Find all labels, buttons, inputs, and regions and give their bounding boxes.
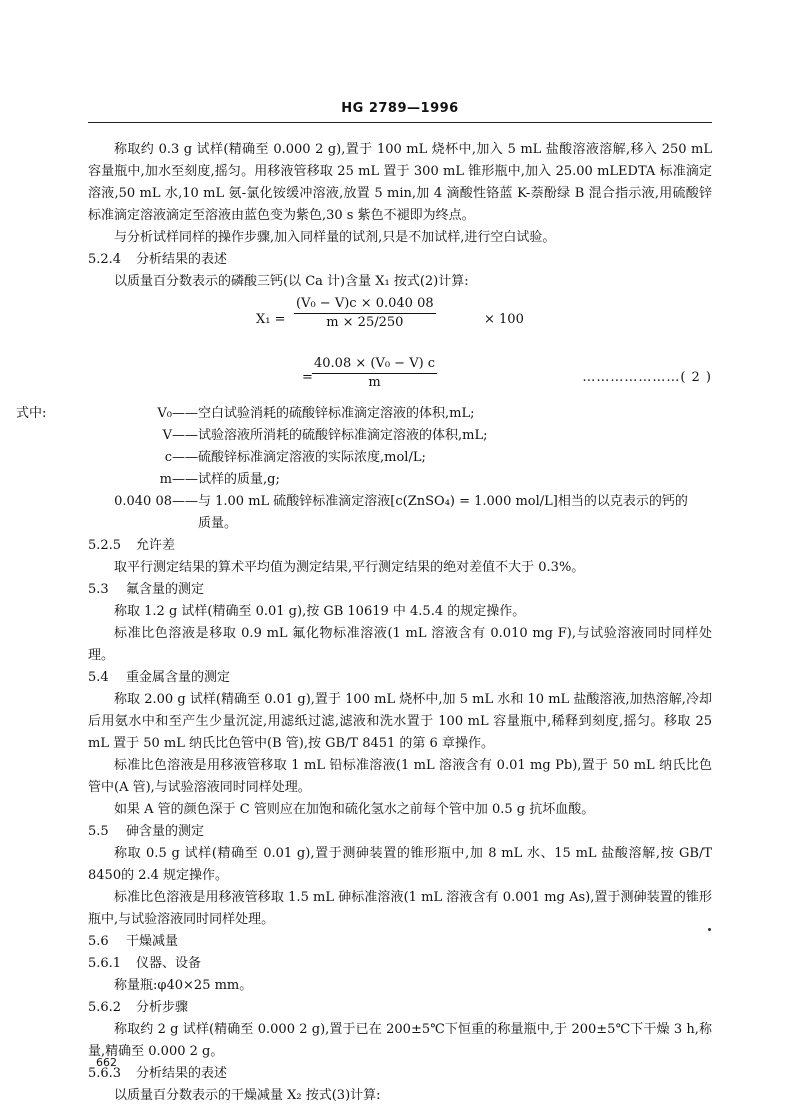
section-number: 5.6 xyxy=(88,934,109,949)
definition-row xyxy=(88,447,712,469)
definition-row xyxy=(88,425,712,447)
section-5-6-3-heading xyxy=(88,1063,712,1085)
equation-number: …………………( 2 ) xyxy=(582,370,712,385)
paragraph-arsenic-1: 称取 0.5 g 试样(精确至 0.01 g),置于测砷装置的锥形瓶中,加 8 mL 水、15 mL 盐酸溶解,按 GB/T 8450的 2.4 规定操作。 xyxy=(88,846,712,883)
section-title: 分析结果的表述 xyxy=(136,1066,228,1081)
section-title: 分析步骤 xyxy=(136,1000,189,1015)
definition-row xyxy=(16,403,712,425)
formula-multiplier: × 100 xyxy=(484,312,524,327)
variable-definitions xyxy=(16,403,712,535)
section-5-4-heading xyxy=(88,667,712,689)
section-number: 5.2.4 xyxy=(88,252,122,267)
formula-equals: = xyxy=(302,370,313,385)
paragraph-drying-formula-intro: 以质量百分数表示的干燥减量 X₂ 按式(3)计算: xyxy=(114,1088,381,1103)
paragraph-formula-intro: 以质量百分数表示的磷酸三钙(以 Ca 计)含量 X₁ 按式(2)计算: xyxy=(114,274,469,289)
paragraph-blank-test: 与分析试样同样的操作步骤,加入同样量的试剂,只是不加试样,进行空白试验。 xyxy=(114,230,556,245)
paragraph-drying-procedure: 称取约 2 g 试样(精确至 0.000 2 g),置于已在 200±5℃下恒重的称量瓶中,于 200±5℃下干燥 3 h,称量,精确至 0.000 2 g。 xyxy=(88,1022,712,1059)
definition-symbol: 0.040 08—— xyxy=(114,494,198,509)
definition-row xyxy=(88,491,712,513)
section-number: 5.6.2 xyxy=(88,1000,122,1015)
section-5-6-heading xyxy=(88,931,712,953)
definition-continuation: 质量。 xyxy=(198,516,238,531)
section-number: 5.2.5 xyxy=(88,538,122,553)
body-content xyxy=(16,139,712,1107)
definition-row xyxy=(88,469,712,491)
paragraph-heavy-metal-2: 标准比色溶液是用移液管移取 1 mL 铅标准溶液(1 mL 溶液含有 0.01 mg Pb),置于 50 mL 纳氏比色管中(A 管),与试验溶液同时同样处理。 xyxy=(88,758,712,795)
definition-symbol: m—— xyxy=(159,472,198,487)
section-5-2-4-heading xyxy=(88,249,712,271)
paragraph-fluoride-1: 称取 1.2 g 试样(精确至 0.01 g),按 GB 10619 中 4.5.4 的规定操作。 xyxy=(114,604,526,619)
definition-symbol: V₀—— xyxy=(157,406,198,421)
section-number: 5.4 xyxy=(88,670,109,685)
paragraph-weighing-bottle: 称量瓶:φ40×25 mm。 xyxy=(114,978,253,993)
section-5-6-2-heading xyxy=(88,997,712,1019)
paragraph-heavy-metal-3: 如果 A 管的颜色深于 C 管则应在加饱和硫化氢水之前每个管中加 0.5 g 抗坏血酸。 xyxy=(114,802,595,817)
section-title: 干燥减量 xyxy=(126,934,179,949)
section-5-6-1-heading xyxy=(88,953,712,975)
fraction-numerator: 40.08 × (V₀ − V) c xyxy=(312,355,437,374)
paragraph-heavy-metal-1: 称取 2.00 g 试样(精确至 0.01 g),置于 100 mL 烧杯中,加 5 mL 水和 10 mL 盐酸溶液,加热溶解,冷却后用氨水中和至产生少量沉淀,用滤纸过滤,滤液和洗水置于 100 mL 容量瓶中,稀释到刻度,摇匀。移取 25 mL 置于 50 mL 纳氏比色管中(B 管),按 GB/T 8451 的第 6 章操作。 xyxy=(88,692,712,751)
paragraph-procedure: 称取约 0.3 g 试样(精确至 0.000 2 g),置于 100 mL 烧杯中,加入 5 mL 盐酸溶液溶解,移入 250 mL 容量瓶中,加水至刻度,摇匀。用移液管移取 25 mL 置于 300 mL 锥形瓶中,加入 25.00 mLEDTA 标准滴定溶液,50 mL 水,10 mL 氨-氯化铵缓冲溶液,放置 5 min,加 4 滴酸性铬蓝 K-萘酚绿 B 混合指示液,用硫酸锌标准滴定溶液滴定至溶液由蓝色变为紫色,30 s 紫色不褪即为终点。 xyxy=(88,142,712,223)
where-label: 式中: xyxy=(16,406,47,421)
definition-symbol: V—— xyxy=(162,428,198,443)
definition-text: 试样的质量,g; xyxy=(198,472,280,487)
section-5-2-5-heading xyxy=(88,535,712,557)
fraction-numerator: (V₀ − V)c × 0.040 08 xyxy=(294,295,436,314)
formula-lhs: X₁ = xyxy=(256,312,286,327)
fraction-denominator: m xyxy=(368,375,381,390)
section-title: 仪器、设备 xyxy=(136,956,202,971)
paragraph-tolerance: 取平行测定结果的算术平均值为测定结果,平行测定结果的绝对差值不大于 0.3%。 xyxy=(114,560,585,575)
scan-speck xyxy=(708,928,711,931)
section-5-3-heading xyxy=(88,579,712,601)
definition-text: 试验溶液所消耗的硫酸锌标准滴定溶液的体积,mL; xyxy=(198,428,488,443)
section-title: 砷含量的测定 xyxy=(126,824,205,839)
fraction-denominator: m × 25/250 xyxy=(326,315,404,330)
header-rule xyxy=(88,122,712,123)
section-title: 重金属含量的测定 xyxy=(126,670,231,685)
formula-fraction-2 xyxy=(312,355,437,392)
section-title: 允许差 xyxy=(136,538,176,553)
page-number: 662 xyxy=(96,1056,117,1069)
section-number: 5.6.1 xyxy=(88,956,122,971)
section-number: 5.5 xyxy=(88,824,109,839)
section-number: 5.3 xyxy=(88,582,109,597)
standard-header: HG 2789—1996 xyxy=(341,101,459,116)
definition-text: 与 1.00 mL 硫酸锌标准滴定溶液[c(ZnSO₄) = 1.000 mol/L]相当的以克表示的钙的 xyxy=(198,494,688,509)
paragraph-arsenic-2: 标准比色溶液是用移液管移取 1.5 mL 砷标准溶液(1 mL 溶液含有 0.001 mg As),置于测砷装置的锥形瓶中,与试验溶液同时同样处理。 xyxy=(88,890,712,927)
paragraph-fluoride-2: 标准比色溶液是移取 0.9 mL 氟化物标准溶液(1 mL 溶液含有 0.010 mg F),与试验溶液同时同样处理。 xyxy=(88,626,712,663)
definition-text: 空白试验消耗的硫酸锌标准滴定溶液的体积,mL; xyxy=(198,406,475,421)
section-title: 氟含量的测定 xyxy=(126,582,205,597)
section-5-5-heading xyxy=(88,821,712,843)
formula-fraction-1 xyxy=(294,295,436,332)
section-number: 5.6.3 xyxy=(88,1066,122,1081)
definition-symbol: c—— xyxy=(164,450,198,465)
formula-2 xyxy=(88,293,712,403)
definition-text: 硫酸锌标准滴定溶液的实际浓度,mol/L; xyxy=(198,450,426,465)
section-title: 分析结果的表述 xyxy=(136,252,228,267)
